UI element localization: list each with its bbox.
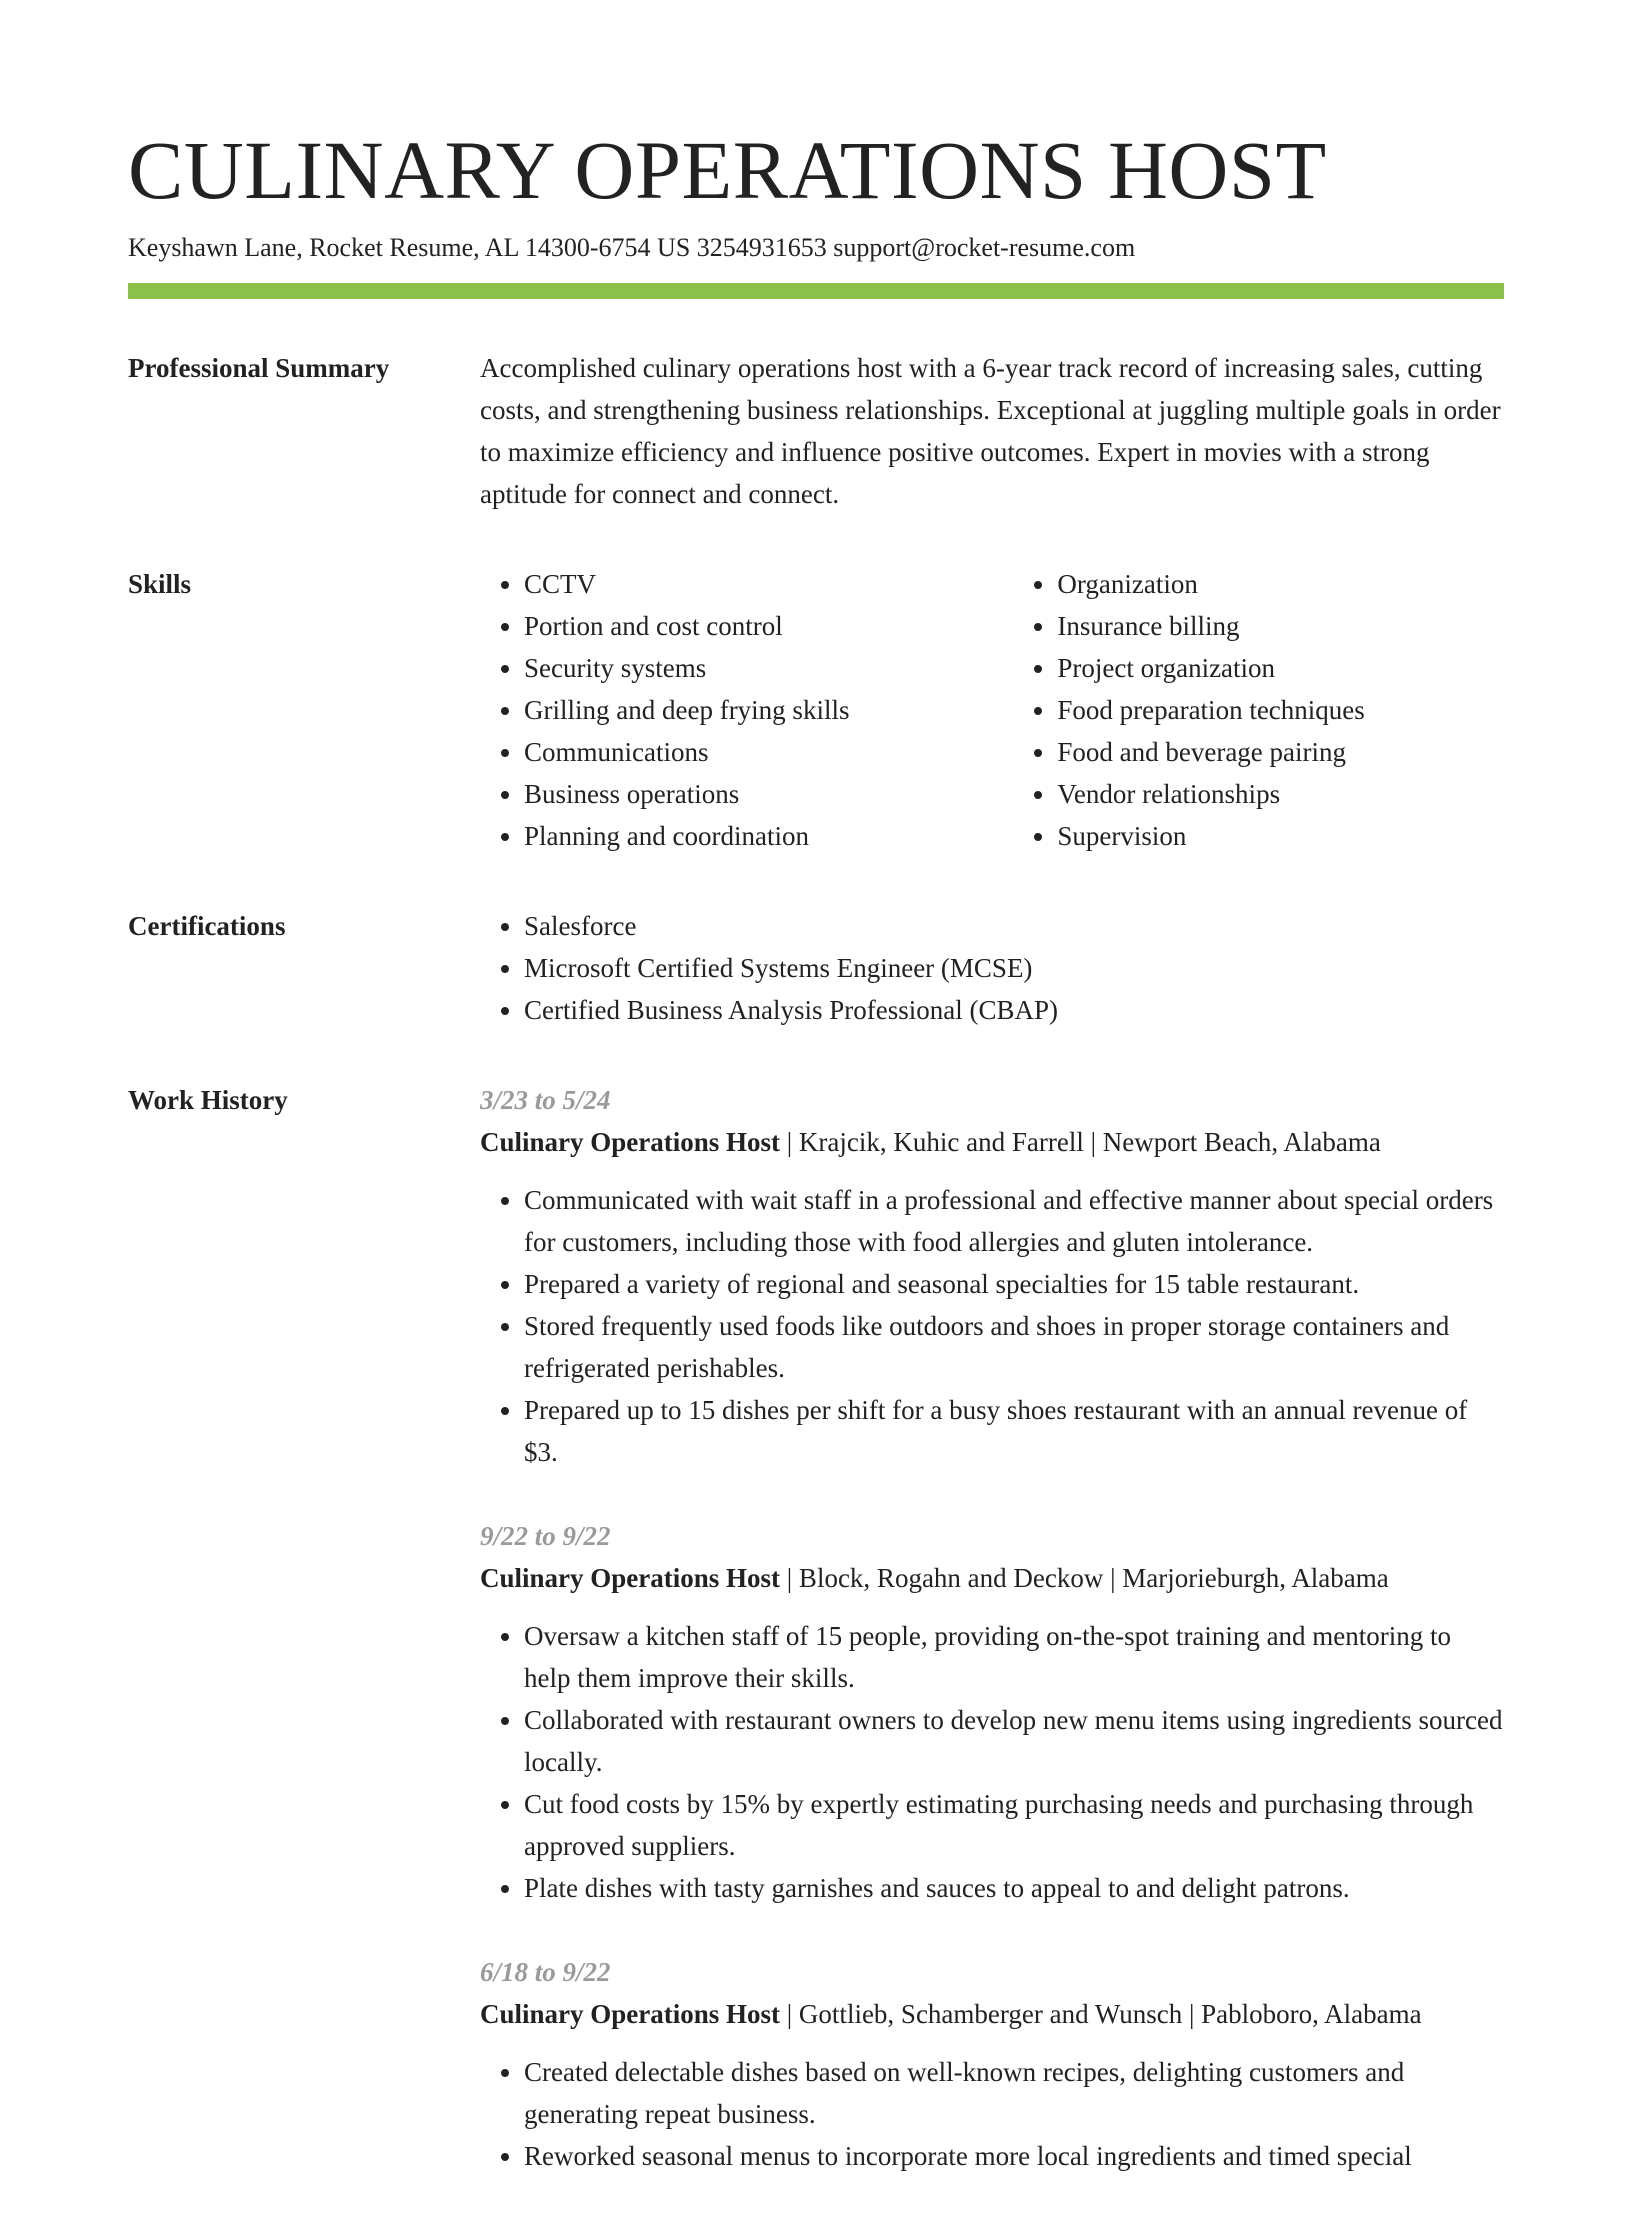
job-title-line xyxy=(480,1121,1504,1163)
certifications-list xyxy=(480,905,1504,1031)
skills-list-left xyxy=(480,563,1013,857)
skill-item: • Supervision xyxy=(1057,815,1504,857)
skills-section xyxy=(128,563,1504,857)
job-bullet: • Communicated with wait staff in a professional and effective manner about special orders for customers, including those with food allergies and gluten intolerance. xyxy=(524,1179,1504,1263)
job-entry xyxy=(480,1079,1504,1473)
job-title: Culinary Operations Host xyxy=(480,1999,781,2029)
job-bullet: • Created delectable dishes based on well-known recipes, delighting customers and generating repeat business. xyxy=(524,2051,1504,2135)
contact-address: Keyshawn Lane, Rocket Resume, AL 14300-6754 US xyxy=(128,233,691,262)
skills-list-right xyxy=(1013,563,1504,857)
skill-item: • Insurance billing xyxy=(1057,605,1504,647)
job-bullet: • Reworked seasonal menus to incorporate more local ingredients and timed special xyxy=(524,2135,1504,2177)
certification-item: • Microsoft Certified Systems Engineer (MCSE) xyxy=(524,947,1504,989)
section-label-summary: Professional Summary xyxy=(128,353,390,383)
skill-item: • Security systems xyxy=(524,647,1013,689)
job-bullet: • Collaborated with restaurant owners to develop new menu items using ingredients sourced locally. xyxy=(524,1699,1504,1783)
job-bullet: • Plate dishes with tasty garnishes and sauces to appeal to and delight patrons. xyxy=(524,1867,1504,1909)
job-bullets xyxy=(480,2051,1504,2177)
job-title-line xyxy=(480,1557,1504,1599)
job-bullet: • Cut food costs by 15% by expertly estimating purchasing needs and purchasing through approved suppliers. xyxy=(524,1783,1504,1867)
job-entry xyxy=(480,1515,1504,1909)
skill-item: • Portion and cost control xyxy=(524,605,1013,647)
summary-body xyxy=(480,347,1504,515)
skill-item: • Planning and coordination xyxy=(524,815,1013,857)
job-details: | Block, Rogahn and Deckow | Marjorieburgh, Alabama xyxy=(780,1563,1389,1593)
section-label-certifications: Certifications xyxy=(128,911,286,941)
certifications-body xyxy=(480,905,1504,1031)
job-bullet: • Prepared up to 15 dishes per shift for a busy shoes restaurant with an annual revenue of $3. xyxy=(524,1389,1504,1473)
contact-email: support@rocket-resume.com xyxy=(833,233,1136,262)
certification-item: • Certified Business Analysis Professional (CBAP) xyxy=(524,989,1504,1031)
skill-item: • CCTV xyxy=(524,563,1013,605)
skill-item: • Business operations xyxy=(524,773,1013,815)
job-bullet: • Prepared a variety of regional and seasonal specialties for 15 table restaurant. xyxy=(524,1263,1504,1305)
header-divider xyxy=(128,283,1504,299)
job-details: | Gottlieb, Schamberger and Wunsch | Pabloboro, Alabama xyxy=(780,1999,1422,2029)
skill-item: • Food and beverage pairing xyxy=(1057,731,1504,773)
contact-line xyxy=(128,230,1504,266)
job-title: Culinary Operations Host xyxy=(480,1563,781,1593)
job-title-line xyxy=(480,1993,1504,2035)
job-bullet: • Oversaw a kitchen staff of 15 people, providing on-the-spot training and mentoring to help them improve their skills. xyxy=(524,1615,1504,1699)
job-bullets xyxy=(480,1179,1504,1473)
skill-item: • Vendor relationships xyxy=(1057,773,1504,815)
skill-item: • Project organization xyxy=(1057,647,1504,689)
resume-name: CULINARY OPERATIONS HOST xyxy=(128,124,1327,216)
skill-item: • Organization xyxy=(1057,563,1504,605)
skill-item: • Grilling and deep frying skills xyxy=(524,689,1013,731)
certification-item: • Salesforce xyxy=(524,905,1504,947)
job-dates: 9/22 to 9/22 xyxy=(480,1521,611,1551)
job-bullet: • Stored frequently used foods like outdoors and shoes in proper storage containers and refrigerated perishables. xyxy=(524,1305,1504,1389)
skills-body xyxy=(480,563,1504,857)
section-label-work-history: Work History xyxy=(128,1085,288,1115)
job-dates: 3/23 to 5/24 xyxy=(480,1085,611,1115)
summary-text: Accomplished culinary operations host with a 6-year track record of increasing sales, cutting costs, and strengthening business relationships. Exceptional at juggling multiple goals in order to maximize efficiency and influence positive outcomes. Expert in movies with a strong aptitude for connect and connect. xyxy=(480,353,1501,509)
work-history-section xyxy=(128,1079,1504,2219)
job-title: Culinary Operations Host xyxy=(480,1127,781,1157)
skill-item: • Communications xyxy=(524,731,1013,773)
summary-section xyxy=(128,347,1504,515)
certifications-section xyxy=(128,905,1504,1031)
job-details: | Krajcik, Kuhic and Farrell | Newport Beach, Alabama xyxy=(780,1127,1381,1157)
work-history-body xyxy=(480,1079,1504,2219)
job-entry xyxy=(480,1951,1504,2177)
section-label-skills: Skills xyxy=(128,569,192,599)
job-dates: 6/18 to 9/22 xyxy=(480,1957,611,1987)
contact-phone: 3254931653 xyxy=(696,233,827,262)
job-bullets xyxy=(480,1615,1504,1909)
skill-item: • Food preparation techniques xyxy=(1057,689,1504,731)
